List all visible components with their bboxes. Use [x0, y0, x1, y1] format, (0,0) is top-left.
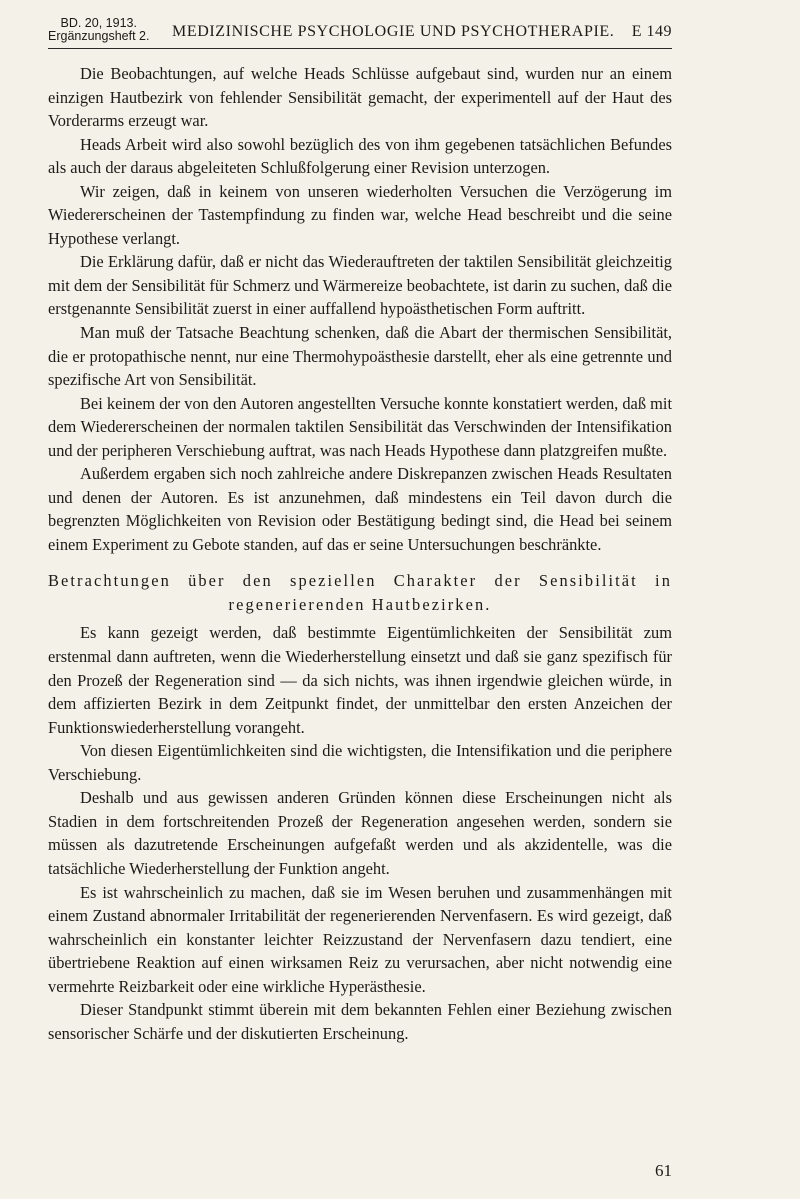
- article-body: [48, 62, 672, 1045]
- paragraph: Die Beobachtungen, auf welche Heads Schlüsse aufgebaut sind, wurden nur an einem einzigen Hautbezirk von fehlender Sensibilität gemacht, der experimentell auf der Haut des Vorderarms erzeugt war.: [48, 64, 672, 131]
- volume-info: [48, 17, 149, 43]
- paragraph: Die Erklärung dafür, daß er nicht das Wiederauftreten der taktilen Sensibilität gleichzeitig mit dem der Sensibilität für Schmerz und Wärmereize beobachtete, ist darin zu suchen, daß die erstgenannte Sensibilität zuerst in einer auffallend hypoästhetischen Form auftritt.: [48, 252, 672, 319]
- page-number: 61: [655, 1161, 672, 1180]
- journal-title: MEDIZINISCHE PSYCHOLOGIE UND PSYCHOTHERAPIE.: [172, 23, 615, 40]
- section-heading-line-2: regenerierenden Hautbezirken.: [228, 595, 492, 615]
- paragraph: Es ist wahrscheinlich zu machen, daß sie im Wesen beruhen und zusammenhängen mit einem Zustand abnormaler Irritabilität der regenerierenden Nervenfasern. Es wird gezeigt, daß wahrscheinlich ein konstanter leichter Reizzustand der Nervenfasern dazu tendiert, eine übertriebene Reaktion auf einen wirksamen Reiz zu verursachen, aber nicht notwendig eine vermehrte Reizbarkeit oder eine wirkliche Hyperästhesie.: [48, 882, 672, 996]
- section-heading: [48, 569, 672, 617]
- paragraph: Wir zeigen, daß in keinem von unseren wiederholten Versuchen die Verzögerung im Wiedererscheinen der Tastempfindung zu finden war, welche Head beschreibt und die seine Hypothese verlangt.: [48, 181, 672, 248]
- paragraph: Deshalb und aus gewissen anderen Gründen können diese Erscheinungen nicht als Stadien in dem fortschreitenden Prozeß der Regeneration angesehen werden, sondern sie müssen als dazutretende Erscheinungen aufgefaßt werden und als akzidentelle, was die tatsächliche Wiederherstellung der Funktion angeht.: [48, 788, 672, 878]
- volume-number: BD. 20, 1913.: [60, 16, 137, 30]
- paragraph: Dieser Standpunkt stimmt überein mit dem bekannten Fehlen einer Beziehung zwischen sensorischer Schärfe und der diskutierten Erscheinung.: [48, 1000, 672, 1043]
- supplement-number: Ergänzungsheft 2.: [48, 29, 150, 43]
- running-header: [48, 14, 672, 49]
- paragraph: Bei keinem der von den Autoren angestellten Versuche konnte konstatiert werden, daß mit dem Wiedererscheinen der normalen taktilen Sensibilität das Verschwinden der Intensifikation und der peripheren Verschiebung auftrat, was nach Heads Hypothese dann platzgreifen mußte.: [48, 393, 672, 460]
- paragraph: Es kann gezeigt werden, daß bestimmte Eigentümlichkeiten der Sensibilität zum erstenmal dann auftreten, wenn die Wiederherstellung einsetzt und daß sie ganz spezifisch für den Prozeß der Regeneration sind — da sich nichts, was ihnen irgendwie gleichen würde, in dem affizierten Bezirk in dem Zeitpunkt findet, der unmittelbar den ersten Anzeichen der Funktionswiederherstellung vorangeht.: [48, 623, 672, 737]
- section-heading-line-1: Betrachtungen über den speziellen Charakter der Sensibilität in: [48, 571, 672, 591]
- paragraph: Außerdem ergaben sich noch zahlreiche andere Diskrepanzen zwischen Heads Resultaten und denen der Autoren. Es ist anzunehmen, daß mindestens ein Teil davon durch die begrenzten Möglichkeiten von Revision oder Bestätigung bedingt sind, die Head bei seinem einem Experiment zu Gebote standen, auf das er seine Untersuchungen beschränkte.: [48, 464, 672, 554]
- paragraph: Von diesen Eigentümlichkeiten sind die wichtigsten, die Intensifikation und die periphere Verschiebung.: [48, 741, 672, 784]
- paragraph: Man muß der Tatsache Beachtung schenken, daß die Abart der thermischen Sensibilität, die er protopathische nennt, nur eine Thermohypoästhesie darstellt, eher als eine getrennte und spezifische Art von Sensibilität.: [48, 323, 672, 390]
- page-reference: E 149: [631, 23, 672, 40]
- paragraph: Heads Arbeit wird also sowohl bezüglich des von ihm gegebenen tatsächlichen Befundes als auch der daraus abgeleiteten Schlußfolgerung einer Revision unterzogen.: [48, 134, 672, 178]
